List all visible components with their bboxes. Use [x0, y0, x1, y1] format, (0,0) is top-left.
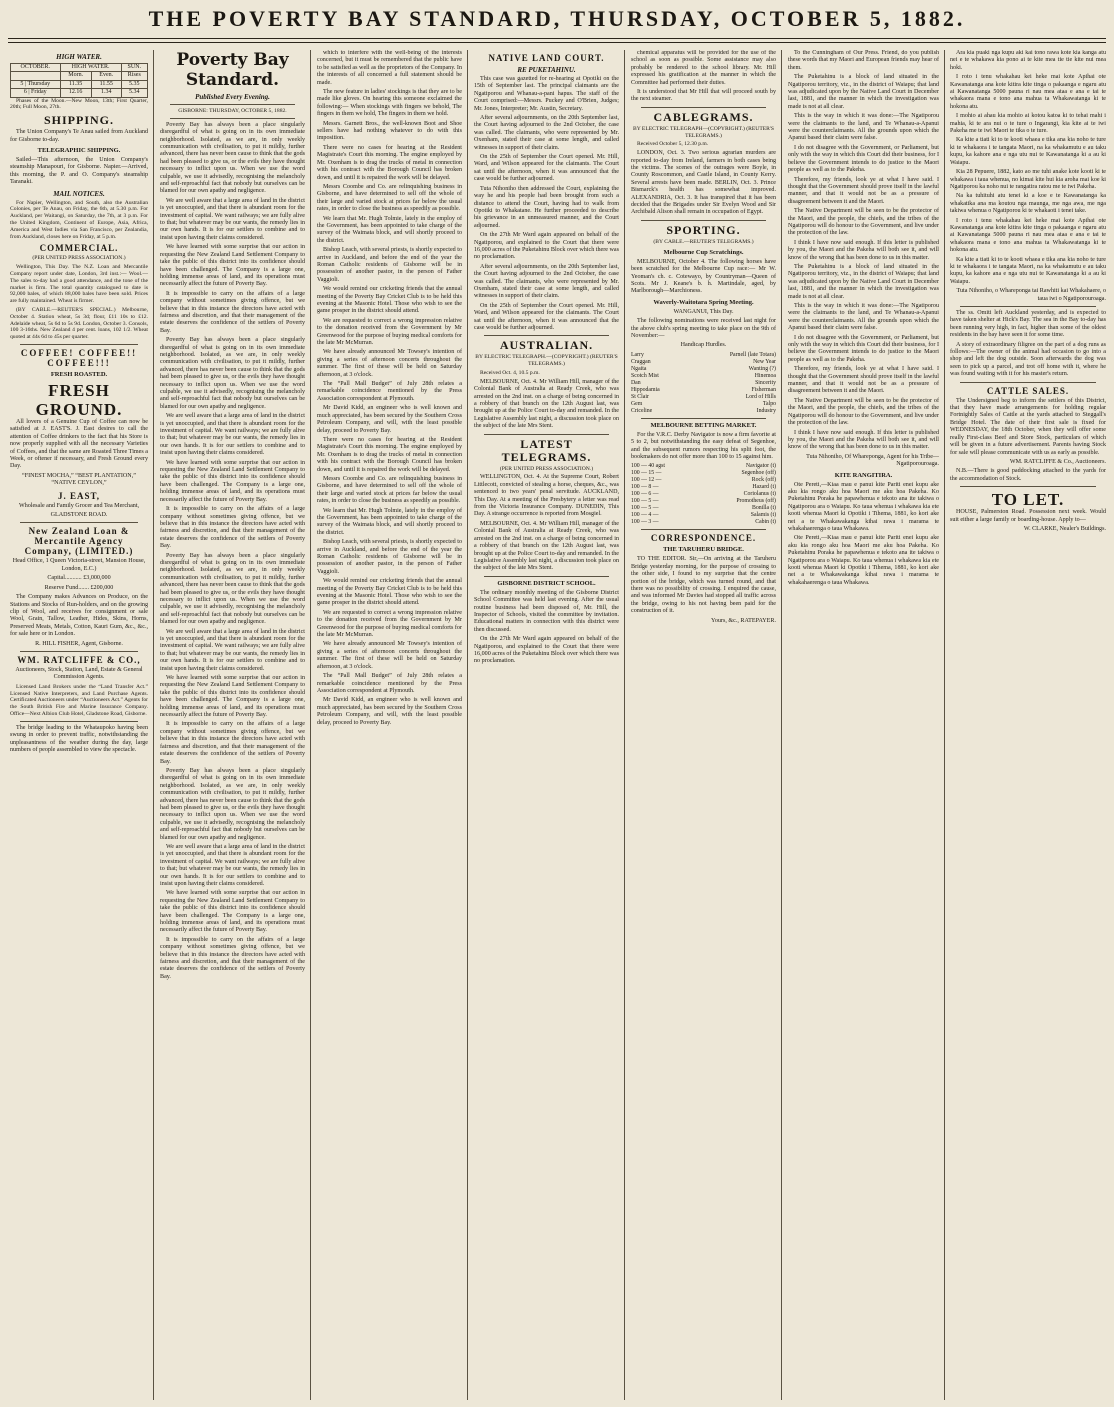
coffee-heading: COFFEE! COFFEE!! COFFEE!!!: [20, 348, 138, 368]
native-land-court-text: Tuta Nihoniho then addressed the Court, explaining the way he and his people had been brought from such a distance to attend the Court, having had to walk from Opotiki to Whakatane. He further proceeded to describe his grievance in an unmeasured manner, and the Court adjourned.: [474, 185, 619, 229]
horse-name: Dan: [631, 379, 641, 386]
latest-telegrams-heading: LATEST TELEGRAMS.: [501, 436, 592, 464]
list-item: [631, 373, 776, 380]
maori-letter-paragraph: Na ka tuhituhi atu tenei ki a koe e te Kawanatanga ka whakatika ana ma koutou nga maunga, me nga awa, me nga takiwa whenua o Ngatiporou ki te whakaoti i tenei take.: [950, 193, 1106, 215]
maori-letter-paragraph: Ara kia puaki nga kupu aki kai tono rawa kote kia kanga atu nei e te whakawa kia pono ai te kite mea tie tie kite nui mea hoki.: [950, 50, 1106, 71]
east-trade: Wholesale and Family Grocer and Tea Merchant,: [18, 502, 140, 509]
letter-paragraph: The Puketahinu is a block of land situated in the Ngatiporou territory, viz., in the district of Waiapu; that land was adjudicated upon by the Native Land Court in December last, 1881, and the manner in which the investigation was made is not at all clear.: [788, 263, 939, 300]
paper-title: Poverty Bay Standard.: [176, 50, 289, 90]
letter-paragraph: Therefore, my friends, look ye at what I have said. I thought that the Government should prove itself in the lawful manner, and that it would not be as a pressure of disagreement between it and the Maori.: [788, 366, 939, 395]
divider: [960, 382, 1096, 383]
maori-letter-signature: Tuta Nihoniho, o Whareponga tai Rawhiti kai Whakahaere, o taua iwi o Ngatiporouroaga.: [956, 288, 1106, 302]
horse-name: Promotheus (off): [736, 498, 776, 505]
news-paragraph: which to interfere with the well-being of the interests concerned, but it must be remembered that the public have to be satisfied as well as the proprietors of the Company. In the interests of all concerned a full statement should be made.: [317, 50, 462, 86]
news-paragraph: A story of extraordinary filigree on the part of a dog runs as follows:—The owner of the animal had occasion to go into a shop and left the dog outside. Soon afterwards the dog was seen to pick up a parcel, and trot off home with it, where he was found waiting with it for his master's return.: [950, 341, 1106, 378]
tide-subheader: Even.: [91, 72, 121, 80]
tide-cell: [11, 72, 61, 80]
correspondence-text: TO THE EDITOR. Sir,—On arriving at the Taruheru Bridge yesterday morning, for the purpose of crossing to the other side, I found to my surprise that the centre portion of the bridge, which was turned round, and that there was no possibility of crossing. I enquired the cause, and was informed Mr Davies had stopped all traffic across the bridge, owing to his not having been paid for the construction of it.: [631, 556, 776, 615]
news-paragraph: Messrs Coombe and Co. are relinquishing business in Gisborne, and have determined to sell off the whole of their large and varied stock at prices far below the usual rates, in order to close the business as speedily as possible.: [317, 183, 462, 213]
divider: [484, 335, 609, 336]
divider: [20, 651, 138, 652]
australian-received: Received Oct. 4, 10.5 p.m.: [480, 370, 540, 376]
divider: [641, 529, 766, 530]
letter-paragraph: Therefore, my friends, look ye at what I have said. I thought that the Government should prove itself in the lawful manner, and that it would not be as a pressure of disagreement between it and the Maori.: [788, 176, 939, 205]
cattle-sales-note: N.B.—There is good paddocking attached to the yards for the accommodation of Stock.: [950, 468, 1106, 482]
maori-letter-paragraph: Kia 28 Pepuere, 1882, kato ao me tuhi anake kote kooti ki te whakawa i taua whenua, no kimai kite hui kia aroha mai koe ki Ngatiporou ka noho nui te rangatira ratou me te iwi Pakeha.: [950, 169, 1106, 190]
horse-name: Criceline: [631, 407, 653, 414]
to-let-text: HOUSE, Palmerston Road. Possession next week. Would suit either a large family or boarding-house. Apply to—: [950, 509, 1106, 523]
australian-text: MELBOURNE, Oct. 4. Mr William Hill, manager of the Colonial Bank of Australia at Ready Creek, who was arrested on the 2nd inst. on a charge of being concerned in a robbery of that branch on the 12th August last, was brought up at the Police Court to-day and remanded. In the Legislative Assembly last night, a discussion took place on the subject of the late Mrs Stent.: [474, 378, 619, 430]
horse-name: Lord of Hills: [745, 393, 776, 400]
tide-subheader: Rises: [121, 72, 147, 80]
divider: [20, 522, 138, 523]
horse-name: Segenhoe (off): [741, 470, 776, 477]
column-1: [10, 50, 148, 1400]
tide-cell: 11.35: [60, 80, 91, 88]
melbourne-cup-text: MELBOURNE, October 4. The following horses have been scratched for the Melbourne Cup race:— Mr W. Yeoman's ch. c. Cotewayo, by Countryman—Queen of Scots. Mr J. Keane's b. h. Martindale, aged, by Marlborough—Marchioness.: [631, 258, 776, 295]
nominations-list: [631, 352, 776, 415]
commercial-subheading: (PER UNITED PRESS ASSOCIATION.): [32, 255, 126, 262]
waverly-text: The following nominations were received last night for the above club's spring meeting to take place on the 9th of November:—: [631, 318, 776, 339]
maori-letter-paragraph: I mohio ai ahau kia mohio ai kotou katoa ki to tehai mahi i mahia, ki te ara nui o te ture o Ingarangi, kia kite ai te iwi Pakeha me te iwi Maori te tika o te ture.: [950, 113, 1106, 135]
commercial-text: Wellington, This Day. The N.Z. Loan and Mercantile Company report under date, London, 3rd inst.:— Wool.—The sales to-day had a good attendance, and the tone of the market is firm. The total quantity catalogued to date is 92,000 bales, of which 88,000 bales have been sold. Prices are fully maintained. Wheat is firmer.: [10, 264, 148, 305]
school-text: The ordinary monthly meeting of the Gisborne District School Committee was held last evening. After the usual routine business had been disposed of, Mr. Hill, the Inspector of Schools, visited the committee by invitation. Educational matters in connection with this district were then discussed.: [474, 589, 619, 633]
ratcliffe-text: Licensed Land Brokers under the “Land Transfer Act.” Licensed Native Interpreters, and Land Purchase Agents. Certificated Auctioneers under “Auctioneers Act.” Agents for the South British Fire and Marine Insurance Company. Office—Next Albion Club Hotel, Gladstone Road, Gisborne.: [10, 683, 148, 717]
nzloan-capital: Capital........... £3,000,000: [47, 575, 111, 582]
bridge-text: The bridge leading to the Whataupoko having been swung in order to prevent traffic, notwithstanding the unpleasantness of the weather during the day, large numbers of people assembled to view the spectacle.: [10, 724, 148, 753]
nzloan-agent: R. HILL FISHER, Agent, Gisborne.: [35, 640, 123, 647]
news-paragraph: Mr David Kidd, an engineer who is well known and much appreciated, has been secured by the Southern Cross Petroleum Company, and will, with the least possible delay, proceed to Poverty Bay.: [317, 697, 462, 726]
divider: [170, 104, 295, 105]
fresh-roasted: FRESH ROASTED.: [50, 371, 108, 378]
horse-name: Craggan: [631, 358, 651, 365]
horse-name: Parnell (late Totara): [729, 351, 776, 358]
cablegrams-text: LONDON, Oct. 3. Two serious agrarian murders are reported to-day from Ireland, farmers in both cases being the victims. The scenes of the outrages were Boyle, in County Roscommon, and Castle Island, in County Kerry. Several arrests have been made. BERLIN, Oct. 3. Prince Bismarck's health has somewhat improved. ALEXANDRIA, Oct. 3. It has transpired that it has been decided that the Brigades under Sir Evelyn Wood and Sir Archibald Alison shall remain in occupation of Egypt.: [631, 150, 776, 216]
odds-value: 100 — 8 —: [631, 484, 659, 491]
editorial-paragraph: Poverty Bay has always been a place singularly disregardful of what is going on in its own immediate neighborhood. Isolated, as we are, in only weekly communication with civilisation, to put it mildly, further advanced, there has never been cause to think that the gods had been pleased to give us, or the evils they have thought necessary to inflict upon us. When we use the word culpable, we use it advisedly, recognising the melancholy and self-reproachful fact that nobody but ourselves can be blamed for our own apathy and negligence.: [160, 337, 305, 410]
sporting-heading: SPORTING.: [666, 222, 741, 237]
high-water-heading: HIGH WATER.: [56, 53, 102, 61]
coffee-text: All lovers of a Genuine Cup of Coffee can now be satisfied at J. EAST'S. J. East desires to call the attention of Coffee drinkers to the fact that his Store is now properly supplied with all the necessary Varieties of Coffees, and that the same are Roasted Three Times a Week, or oftener if necessary, and Fresh Ground every Day.: [10, 419, 148, 470]
to-let-heading: TO LET.: [991, 490, 1065, 510]
coffee-varieties: “FINEST MOCHA,” “BEST PLANTATION,” “NATIVE CEYLON,”: [22, 472, 136, 487]
list-item: [631, 519, 776, 526]
horse-name: Coriolanus (t): [743, 491, 776, 498]
editorial-paragraph: We are well aware that a large area of land in the district is yet unoccupied, and that there is abundant room for the investment of capital. We want railways; we are fully alive to that; but whatever may be our wants, the remedy lies in our own hands. It is for our settlers to combine and to insist upon having their claims considered.: [160, 628, 305, 672]
east-address: GLADSTONE ROAD.: [50, 512, 108, 519]
nzloan-heading: New Zealand Loan & Mercantile Agency Company, (LIMITED.): [24, 526, 134, 557]
school-continued: It is understood that Mr Hill that will proceed south by the next steamer.: [631, 89, 776, 103]
horse-name: Scotch Mist: [631, 372, 659, 379]
latest-telegrams-text: MELBOURNE, Oct. 4. Mr William Hill, manager of the Colonial Bank of Australia at Ready Creek, who was arrested on the 2nd inst. on a charge of being concerned in a robbery of that branch on the 12th August last, was brought up at the Police Court to-day and remanded. In the Legislative Assembly last night, a discussion took place on the subject of the late Mrs Stent.: [474, 520, 619, 572]
divider: [484, 576, 609, 577]
column-5: [631, 50, 776, 1400]
column-3: [317, 50, 462, 1400]
column-rule: [467, 50, 468, 1400]
native-land-court-subheading: RE PUKETAHINU.: [517, 66, 576, 74]
native-land-court-text: On the 27th Mr Ward again appeared on behalf of the Ngatiporou, and explained to the Court that there were 16,000 acres of the Puketahinu Block over which there was no proclamation.: [474, 232, 619, 261]
odds-value: 100 — 3 —: [631, 519, 659, 526]
horse-name: Ngaita: [631, 365, 647, 372]
news-paragraph: Bishop Leach, with several priests, is shortly expected to arrive in Auckland, and before the end of the year the Roman Catholic residents of Gisborne will be in possession of another pastor, in the person of Father Vaggioli.: [317, 539, 462, 575]
nzloan-office: Head Office, 1 Queen Victoria-street, Mansion House, London, E.C.): [12, 558, 146, 572]
news-paragraph: We have already announced Mr Towsey's intention of giving a series of afternoon concerts throughout the summer. The first of these will be held on Saturday afternoon, at 3 o'clock.: [317, 641, 462, 670]
letter-paragraph: I do not disagree with the Government, or Parliament, but only with the way in which this Court did their business, for I believe the Government intends to do justice to the Maori people as well as to the Pakeha.: [788, 334, 939, 363]
editorial-paragraph: We are well aware that a large area of land in the district is yet unoccupied, and that there is abundant room for the investment of capital. We want railways; we are fully alive to that; but whatever may be our wants, the remedy lies in our own hands. It is for our settlers to combine and to insist upon having their claims considered.: [160, 413, 305, 457]
divider: [641, 220, 766, 221]
news-paragraph: Messrs. Garnett Bros., the well-known Boot and Shoe sellers have had nothing whatever to do with this imposition.: [317, 120, 462, 142]
masthead: THE POVERTY BAY STANDARD, THURSDAY, OCTOBER 5, 1882.: [148, 6, 966, 31]
australian-subheading: BY ELECTRIC TELEGRAPH.—(COPYRIGHT.) (REUTER'S TELEGRAMS.): [475, 354, 618, 368]
ratcliffe-name: WM. RATCLIFFE & CO.,: [17, 654, 141, 665]
column-rule: [624, 50, 625, 1400]
tide-cell: 11.55: [91, 80, 121, 88]
divider: [960, 306, 1096, 307]
published-line: Published Every Evening.: [195, 93, 270, 101]
editorial-paragraph: We have learned with some surprise that our action in requesting the New Zealand Land Settlement Company to take the public of this district into its confidence should have been challenged. The Company is a large one, holding immense areas of land, and its operations must necessarily affect the future of Poverty Bay.: [160, 675, 305, 719]
letter-signature: Tuta Nihoniho, Of Whareponga, Agent for his Tribe—Ngatiporouroaga.: [806, 453, 939, 468]
tide-cell: 6 | Friday: [11, 89, 61, 97]
news-paragraph: We would remind our cricketing friends that the annual meeting of the Poverty Bay Cricket Club is to be held this evening at the Masonic Hotel. Those who wish to see the game prosper in the district should attend.: [317, 286, 462, 315]
horse-name: Gem: [631, 400, 643, 407]
editorial-paragraph: It is impossible to carry on the affairs of a large company without sometimes giving offence, but we believe that in this instance the directors have acted with fairness and discretion, and that their management of the estate deserves the confidence of the settlers of Poverty Bay.: [160, 721, 305, 765]
tide-subheader: Morn.: [60, 72, 91, 80]
news-paragraph: Mr David Kidd, an engineer who is well known and much appreciated, has been secured by the Southern Cross Petroleum Company, and will, with the least possible delay, proceed to Poverty Bay.: [317, 405, 462, 434]
editorial-paragraph: It is impossible to carry on the affairs of a large company without sometimes giving offence, but we believe that in this instance the directors have acted with fairness and discretion, and that their management of the estate deserves the confidence of the settlers of Poverty Bay.: [160, 936, 305, 980]
mail-notices-heading: MAIL NOTICES.: [53, 189, 105, 198]
odds-value: 100 — 5 —: [631, 505, 659, 512]
nzloan-reserve: Reserve Fund....... £200,000: [44, 584, 114, 591]
divider: [20, 721, 138, 722]
latest-telegrams-text: WELLINGTON, Oct. 4. At the Supreme Court, Robert Littlecott, convicted of stealing a horse, cheques, &c., was sentenced to two years' penal servitude. AUCKLAND, This Day. At a meeting of the Presbytery a letter was read from the Victoria Insurance Company. DUNEDIN, This Day. A strange occurrence is reported from Mosgiel.: [474, 474, 619, 518]
news-paragraph: We are requested to correct a wrong impression relative to the donation received from the Government by Mr Greenwood for the purpose of buying medical comforts for the late Mr McMurran.: [317, 317, 462, 347]
correspondence-heading: CORRESPONDENCE.: [650, 533, 757, 544]
divider: [641, 107, 766, 108]
nzloan-text: The Company makes Advances on Produce, on the Stations and Stocks of Run-holders, and on the growing clip of Wool, and receives for consignment or sale Wool, Grain, Tallow, Leather, Hides, Skins, Horns, Preserved Meats, Metals, Cotton, Kauri Gum, &c., &c., for sale here or in London.: [10, 594, 148, 638]
news-paragraph: Messrs Coombe and Co. are relinquishing business in Gisborne, and have determined to sell off the whole of their large and varied stock at prices far below the usual rates, in order to close the business as speedily as possible.: [317, 475, 462, 505]
sporting-subheading: (BY CABLE.—REUTER'S TELEGRAMS.): [653, 238, 754, 245]
horse-name: Salamis (t): [750, 512, 776, 519]
horse-name: Hippodamia: [631, 386, 660, 393]
letter-paragraph: The Native Department will be seen to be the protector of the Maori, and the people, the chiefs, and the tribes of the Ngatiporou will do honour to the Government, and live under the protection of the law.: [788, 208, 939, 237]
native-land-court-text: After several adjournments, on the 20th September last, the Court having adjourned to the 2nd October, the case was called. The claimants, who were represented by Mr. Oxenham, stated their case at some length, and called witnesses in support of their claim.: [474, 115, 619, 151]
shipping-text: The Union Company's Te Anau sailed from Auckland for Gisborne to-day.: [10, 129, 148, 143]
letter-paragraph: I do not disagree with the Government, or Parliament, but only with the way in which this Court did their business, for I believe the Government intends to do justice to the Maori people as well as to the Pakeha.: [788, 144, 939, 174]
dateline: GISBORNE: THURSDAY, OCTOBER 5, 1882.: [178, 108, 287, 114]
tide-cell: 5.34: [121, 89, 147, 97]
horse-name: Navigator (t): [745, 463, 776, 470]
school-text: On the 27th Mr Ward again appeared on behalf of the Ngatiporou, and explained to the Court that there were 16,000 acres of the Puketahinu Block over which there was no proclamation.: [474, 636, 619, 665]
horse-name: Sincerity: [755, 379, 776, 386]
betting-heading: MELBOURNE BETTING MARKET.: [650, 421, 757, 429]
commercial-heading: COMMERCIAL.: [39, 243, 119, 254]
horse-name: Industry: [756, 407, 776, 414]
divider: [20, 344, 138, 345]
list-item: [631, 394, 776, 401]
masthead-rule-top: [8, 38, 1106, 39]
letter-paragraph: I think I have now said enough. If this letter is published by you, the Maori and the Pakeha will both see it, and will know of the wrong that has been done to us in this matter.: [788, 239, 939, 261]
native-land-court-text: On the 25th of September the Court opened. Mr. Hill, Ward, and Wilson appeared for the claimants. The Court sat until the afternoon, when it was announced that the case would be further adjourned.: [474, 302, 619, 331]
news-paragraph: Bishop Leach, with several priests, is shortly expected to arrive in Auckland, and before the end of the year the Roman Catholic residents of Gisborne will be in possession of another pastor, in the person of Father Vaggioli.: [317, 247, 462, 283]
native-land-court-text: After several adjournments, on the 20th September last, the Court having adjourned to the 2nd October, the case was called. The claimants, who were represented by Mr. Oxenham, stated their case at some length, and called witnesses in support of their claim.: [474, 263, 619, 300]
correspondence-signature: Yours, &c., RATEPAYER.: [711, 617, 776, 624]
letter-paragraph: The Puketahinu is a block of land situated in the Ngatiporou territory, viz., in the district of Waiapu; that land was adjudicated upon by the Native Land Court in December last, 1881, and the manner in which the investigation was made is not at all clear.: [788, 74, 939, 110]
news-paragraph: We learn that Mr. Hugh Tolmie, lately in the employ of the Government, has been appointed to take charge of the survey of the Waimata block, and will shortly proceed to the district.: [317, 215, 462, 244]
horse-name: Rock (off): [751, 477, 776, 484]
column-rule: [153, 50, 154, 1400]
school-continued: chemical apparatus will be provided for the use of the school as soon as possible. Some assistance may also probably be rendered to the school library. Mr. Hill expressed his gratification at the manner in which the Committee had performed their duties.: [631, 50, 776, 86]
latest-telegrams-subheading: (PER UNITED PRESS ASSOCIATION.): [499, 465, 594, 472]
horse-name: Fisherman: [751, 386, 776, 393]
kite-rangitira-heading: KITE RANGITIRA.: [834, 471, 893, 479]
horse-name: Wanting (?): [748, 365, 776, 372]
horse-name: Hinemoa: [754, 372, 776, 379]
editorial-paragraph: We are well aware that a large area of land in the district is yet unoccupied, and that there is abundant room for the investment of capital. We want railways; we are fully alive to that; but whatever may be our wants, the remedy lies in our own hands. It is for our settlers to combine and to insist upon having their claims considered.: [160, 197, 305, 241]
editorial-paragraph: Poverty Bay has always been a place singularly disregardful of what is going on in its own immediate neighborhood. Isolated, as we are, in only weekly communication with civilisation, to put it mildly, further advanced, there has never been cause to think that the gods had been pleased to give us, or the evils they have thought necessary to inflict upon us. When we use the word culpable, we use it advisedly, recognising the melancholy and self-reproachful fact that nobody but ourselves can be blamed for our own apathy and negligence.: [160, 121, 305, 195]
horse-name: Bonilla (t): [752, 505, 776, 512]
waverly-subheading: WANGANUI, This Day.: [673, 308, 734, 315]
horse-name: Hazard (t): [752, 484, 776, 491]
divider: [170, 118, 295, 119]
letter-paragraph: I think I have now said enough. If this letter is published by you, the Maori and the Pakeha will both see it, and will know of the wrong that has been done to us in this matter.: [788, 429, 939, 451]
cablegrams-received: Received October 5, 12.30 p.m.: [637, 141, 709, 148]
reuter-text: (BY CABLE.—REUTER'S SPECIAL.) Melbourne, October 4. Station wheat, 5s 3d; flour, £11 10s to £12. Adelaide wheat, 5s 6d to 5s 9d. London, October 3. Consols, 100 3-16ths. New Zealand 4 per cent. loans, 102 1/2. Wheat quoted at 44s 6d to 45s per quarter.: [10, 307, 148, 341]
odds-value: 100 — 15 —: [631, 470, 662, 477]
waverly-heading: Waverly-Waitotara Spring Meeting.: [653, 298, 754, 306]
telegraphic-shipping-heading: TELEGRAPHIC SHIPPING.: [37, 147, 121, 155]
ratcliffe-trade: Auctioneers, Stock, Station, Land, Estate & General Commission Agents.: [15, 666, 143, 681]
list-item: [631, 380, 776, 387]
editorial-paragraph: We have learned with some surprise that our action in requesting the New Zealand Land Settlement Company to take the public of this district into its confidence should have been challenged. The Company is a large one, holding immense areas of land, and its operations must necessarily affect the future of Poverty Bay.: [160, 890, 305, 934]
column-7: [950, 50, 1106, 1400]
cablegrams-heading: CABLEGRAMS.: [653, 109, 754, 124]
list-item: [631, 352, 776, 359]
tide-cell: 5.35: [121, 80, 147, 88]
maori-letter-paragraph: Ka kite a tiati ki to te kooti whaea e tika ana kia noho te ture ki te whakaora i te tangata Maori, na ka whakamutu e au taku kupu, ka kahore ana e nga utu nui te Kawanatanga ki a au ki Waiapu.: [950, 256, 1106, 285]
list-item: [631, 359, 776, 366]
divider: [484, 434, 609, 435]
tide-header: SUN.: [121, 64, 147, 72]
news-paragraph: There were no cases for hearing at the Resident Magistrate's Court this morning. The engine employed by Mr. Oxenham is to drag the trucks of metal in connection with his contract with the Borough Council has broken down, and until it is repaired the work will be delayed.: [317, 144, 462, 181]
maori-letter-paragraph: I roto i tenu whakahau kei heke mai kote Apihai ote Kawanatanga ana kote kitira kite tinga o pakaanga e ngaru atu ai Kawanatanga 5000 pauna ri nau mea ataa e ana e tai te whakaora mana e tono ana mahua ta Whakawatanga ki te hokona atu.: [950, 74, 1106, 110]
list-item: [631, 401, 776, 408]
news-paragraph: We would remind our cricketing friends that the annual meeting of the Poverty Bay Cricket Club is to be held this evening at the Masonic Hotel. Those who wish to see the game prosper in the district should attend.: [317, 578, 462, 607]
fresh-ground: FRESH GROUND.: [35, 381, 123, 419]
news-paragraph: We learn that Mr. Hugh Tolmie, lately in the employ of the Government, has been appointed to take charge of the survey of the Waimata block, and will shortly proceed to the district.: [317, 507, 462, 536]
tide-table: [10, 63, 148, 98]
kite-rangitira-text: Ote Pereti,—Kiaa mau e panui kite Pariti enei kupu ake aku kia rongo aku hoa Maori me aku hoa Pakeha. Ko Puketahinu Poraka he papawhenua e tekoto ana ite takiwa o Ngatiporou ara o Waiapu. Ko taua whenua i whakawa kia ete kooti whenua Maori ki Opotiki i Tihema, 1881, ko kori ake nei a te Whakawakanga kihai rawa i marama te whakahaerenga o taua Whakawa.: [788, 481, 939, 532]
column-6: [788, 50, 939, 1400]
column-2: [160, 50, 305, 1400]
horse-name: Talpo: [762, 400, 776, 407]
column-rule: [310, 50, 311, 1400]
kite-rangitira-text: Ote Pereti,—Kiaa mau e panui kite Pariti enei kupu ake aku kia rongo aku hoa Maori me aku hoa Pakeha. Ko Puketahinu Poraka he papawhenua e tekoto ana ite takiwa o Ngatiporou ara o Waiapu. Ko taua whenua i whakawa kia ete kooti whenua Maori ki Opotiki i Tihema, 1881, ko kori ake nei a te Whakawakanga kihai rawa i marama te whakahaerenga o taua Whakawa.: [788, 535, 939, 586]
tide-header: OCTOBER.: [11, 64, 61, 72]
odds-value: 100 — 40 agst: [631, 463, 665, 470]
news-paragraph: We have already announced Mr Towsey's intention of giving a series of afternoon concerts throughout the summer. The first of these will be held on Saturday afternoon, at 3 o'clock.: [317, 349, 462, 378]
cattle-sales-text: The Undersigned beg to inform the settlers of this District, that they have made arrangements for holding regular Fortnightly Sales of Cattle at the yards attached to Steggall's Bridge Hotel. The date of their first sale is fixed for WEDNESDAY, the 18th October, when they will offer some really First-class Beef and Store Stock, particulars of which will be given in a future advertisement. Parents having Stock for sale will please communicate with us as early as possible.: [950, 397, 1106, 456]
native-land-court-text: This case was gazetted for re-hearing at Opotiki on the 15th of September last. The principal claimants are the Ngatiporou and Whanau-a-pani hapus. The staff of the Court comprised:—Messrs. Puckey and O'Brien, Judges; Mr. Jones, Interpreter; Mr. Austin, Secretary.: [474, 76, 619, 112]
editorial-paragraph: We are well aware that a large area of land in the district is yet unoccupied, and that there is abundant room for the investment of capital. We want railways; we are fully alive to that; but whatever may be our wants, the remedy lies in our own hands. It is for our settlers to combine and to insist upon having their claims considered.: [160, 843, 305, 888]
column-4: [474, 50, 619, 1400]
odds-value: 100 — 5 —: [631, 498, 659, 505]
divider: [960, 486, 1096, 487]
betting-list: [631, 463, 776, 526]
column-rule: [781, 50, 782, 1400]
masthead-rule-bottom: [8, 42, 1106, 43]
tide-header: HIGH WATER.: [60, 64, 121, 72]
betting-text: For the V.R.C. Derby Navigator is now a firm favorite at 5 to 2, but notwithstanding the easy defeat of Segenhoe, and the subsequent rumors respecting his split foot, the bookmakers do not offer more than 100 to 15 against him.: [631, 431, 776, 460]
melbourne-cup-heading: Melbourne Cup Scratchings.: [663, 248, 744, 256]
school-heading: GISBORNE DISTRICT SCHOOL.: [497, 579, 596, 587]
shipping-heading: SHIPPING.: [43, 113, 114, 128]
odds-value: 100 — 4 —: [631, 512, 659, 519]
letter-paragraph: The Native Department will be seen to be the protector of the Maori, and the people, the chiefs, and the tribes of the Ngatiporou will do honour to the Government, and live under the protection of the law.: [788, 397, 939, 427]
editorial-paragraph: Poverty Bay has always been a place singularly disregardful of what is going on in its own immediate neighborhood. Isolated, as we are, in only weekly communication with civilisation, to put it mildly, further advanced, there has never been cause to think that the gods had been pleased to give us, or the evils they have thought necessary to inflict upon us. When we use the word culpable, we use it advisedly, recognising the melancholy and self-reproachful fact that nobody but ourselves can be blamed for our own apathy and negligence.: [160, 767, 305, 841]
native-land-court-heading: NATIVE LAND COURT.: [488, 53, 605, 63]
odds-value: 100 — 6 —: [631, 491, 659, 498]
editorial-paragraph: We have learned with some surprise that our action in requesting the New Zealand Land Settlement Company to take the public of this district into its confidence should have been challenged. The Company is a large one, holding immense areas of land, and its operations must necessarily affect the future of Poverty Bay.: [160, 244, 305, 288]
odds-value: 100 — 12 —: [631, 477, 662, 484]
letter-paragraph: This is the way in which it was done:—The Ngatiporou were the claimants to the land, and Te Whanau-a-Apanui were the counterclaimants. All the grounds upon which the Apanui based their claim were false.: [788, 113, 939, 142]
letter-paragraph: This is the way in which it was done:—The Ngatiporou were the claimants to the land, and Te Whanau-a-Apanui were the counterclaimants. All the grounds upon which the Apanui based their claim were false.: [788, 303, 939, 332]
telegraphic-shipping-text: Sailed—This afternoon, the Union Company's steamship Manapouri, for Gisborne. Napier.—Arrived, this morning, the P. and O. Company's steamship Taranaki.: [10, 157, 148, 186]
editorial-paragraph: Poverty Bay has always been a place singularly disregardful of what is going on in its own immediate neighborhood. Isolated, as we are, in only weekly communication with civilisation, to put it mildly, further advanced, there has never been cause to think that the gods had been pleased to give us, or the evils they have thought necessary to inflict upon us. When we use the word culpable, we use it advisedly, recognising the melancholy and self-reproachful fact that nobody but ourselves can be blamed for our own apathy and negligence.: [160, 552, 305, 626]
news-paragraph: We are requested to correct a wrong impression relative to the donation received from the Government by Mr Greenwood for the purpose of buying medical comforts for the late Mr McMurran.: [317, 609, 462, 639]
list-item: [631, 387, 776, 394]
native-land-court-text: On the 25th of September the Court opened. Mr. Hill, Ward, and Wilson appeared for the claimants. The Court sat until the afternoon, when it was announced that the case would be further adjourned.: [474, 154, 619, 183]
cattle-sales-signature: WM. RATCLIFFE & Co., Auctioneers.: [1009, 458, 1106, 465]
news-paragraph: The ss. Omiti left Auckland yesterday, and is expected to have taken shelter at Hick's Bay. The sea in the Bay to-day has been running very high, in fact, higher than some of the oldest residents in the bay have seen it for some time.: [950, 310, 1106, 339]
news-paragraph: The “Pall Mall Budget” of July 28th relates a remarkable coincidence mentioned by the Press Association correspondent at Plymouth.: [317, 673, 462, 694]
east-name: J. EAST,: [57, 490, 101, 501]
to-let-signature: W. CLARKE, Nealer's Buildings.: [1023, 525, 1106, 532]
maori-letter-paragraph: Ka kite a tiati ki to te kooti whaea e tika ana kia noho te ture ki te whakaora i te tangata Maori, na ka whakamutu e au taku kupu, ka kahore ana e nga utu nui te Kawanatanga ki a au ki Waiapu.: [950, 137, 1106, 166]
editorial-paragraph: It is impossible to carry on the affairs of a large company without sometimes giving offence, but we believe that in this instance the directors have acted with fairness and discretion, and that their management of the estate deserves the confidence of the settlers of Poverty Bay.: [160, 290, 305, 334]
news-paragraph: The “Pall Mall Budget” of July 28th relates a remarkable coincidence mentioned by the Press Association correspondent at Plymouth.: [317, 381, 462, 402]
column-rule: [944, 50, 945, 1400]
australian-heading: AUSTRALIAN.: [499, 338, 594, 353]
list-item: [631, 408, 776, 415]
moon-phases: Phases of the Moon.—New Moon, 13th; First Quarter, 20th; Full Moon, 27th.: [10, 97, 148, 111]
list-item: [631, 366, 776, 373]
letter-paragraph: To the Cunningham of Our Press. Friend, do you publish these words that my Maori and European friends may hear of them.: [788, 50, 939, 71]
tide-cell: 12.16: [60, 89, 91, 97]
mail-notices-text: For Napier, Wellington, and South, also the Australian Colonies, per Te Anau, on Friday, the 6th, at 5.30 p.m. For Auckland, per Waitangi, on Saturday, the 7th, at 3 p.m. For the United Kingdom, Continent of Europe, Asia, Africa, America and West Indies via San Francisco, per Zealandia, from Auckland, closes here on Friday, at 5 p.m.: [10, 199, 148, 240]
news-paragraph: There were no cases for hearing at the Resident Magistrate's Court this morning. The engine employed by Mr. Oxenham is to drag the trucks of metal in connection with his contract with the Borough Council has broken down, and until it is repaired the work will be delayed.: [317, 436, 462, 473]
tide-cell: 1.34: [91, 89, 121, 97]
news-paragraph: The new feature in ladies' stockings is that they are to be made like gloves. On hearing this someone exclaimed the following:— When stockings with fingers we behold, The fingers in them we hold, The fingers in them we hold.: [317, 89, 462, 118]
horse-name: New Year: [753, 358, 776, 365]
divider: [641, 418, 766, 419]
tide-cell: 5 | Thursday: [11, 80, 61, 88]
cablegrams-subheading: BY ELECTRIC TELEGRAPH—(COPYRIGHT.) (REUTER'S TELEGRAMS.): [632, 125, 775, 139]
horse-name: Cabin (t): [755, 519, 776, 526]
horse-name: St Clair: [631, 393, 649, 400]
horse-name: Larry: [631, 351, 644, 358]
handicap-heading: Handicap Hurdles.: [680, 342, 727, 349]
correspondence-subheading: THE TARUHERU BRIDGE.: [663, 546, 744, 554]
editorial-paragraph: It is impossible to carry on the affairs of a large company without sometimes giving offence, but we believe that in this instance the directors have acted with fairness and discretion, and that their management of the estate deserves the confidence of the settlers of Poverty Bay.: [160, 506, 305, 550]
editorial-paragraph: We have learned with some surprise that our action in requesting the New Zealand Land Settlement Company to take the public of this district into its confidence should have been challenged. The Company is a large one, holding immense areas of land, and its operations must necessarily affect the future of Poverty Bay.: [160, 459, 305, 503]
cattle-sales-heading: CATTLE SALES.: [986, 385, 1070, 396]
maori-letter-paragraph: I roto i tenu whakahau kei heke mai kote Apihai ote Kawanatanga ana kote kitira kite tinga o pakaanga e ngaru atu ai Kawanatanga 5000 pauna ri nau mea ataa e ana e tai te whakaora mana e tono ana mahua ta Whakawatanga ki te hokona atu.: [950, 217, 1106, 254]
